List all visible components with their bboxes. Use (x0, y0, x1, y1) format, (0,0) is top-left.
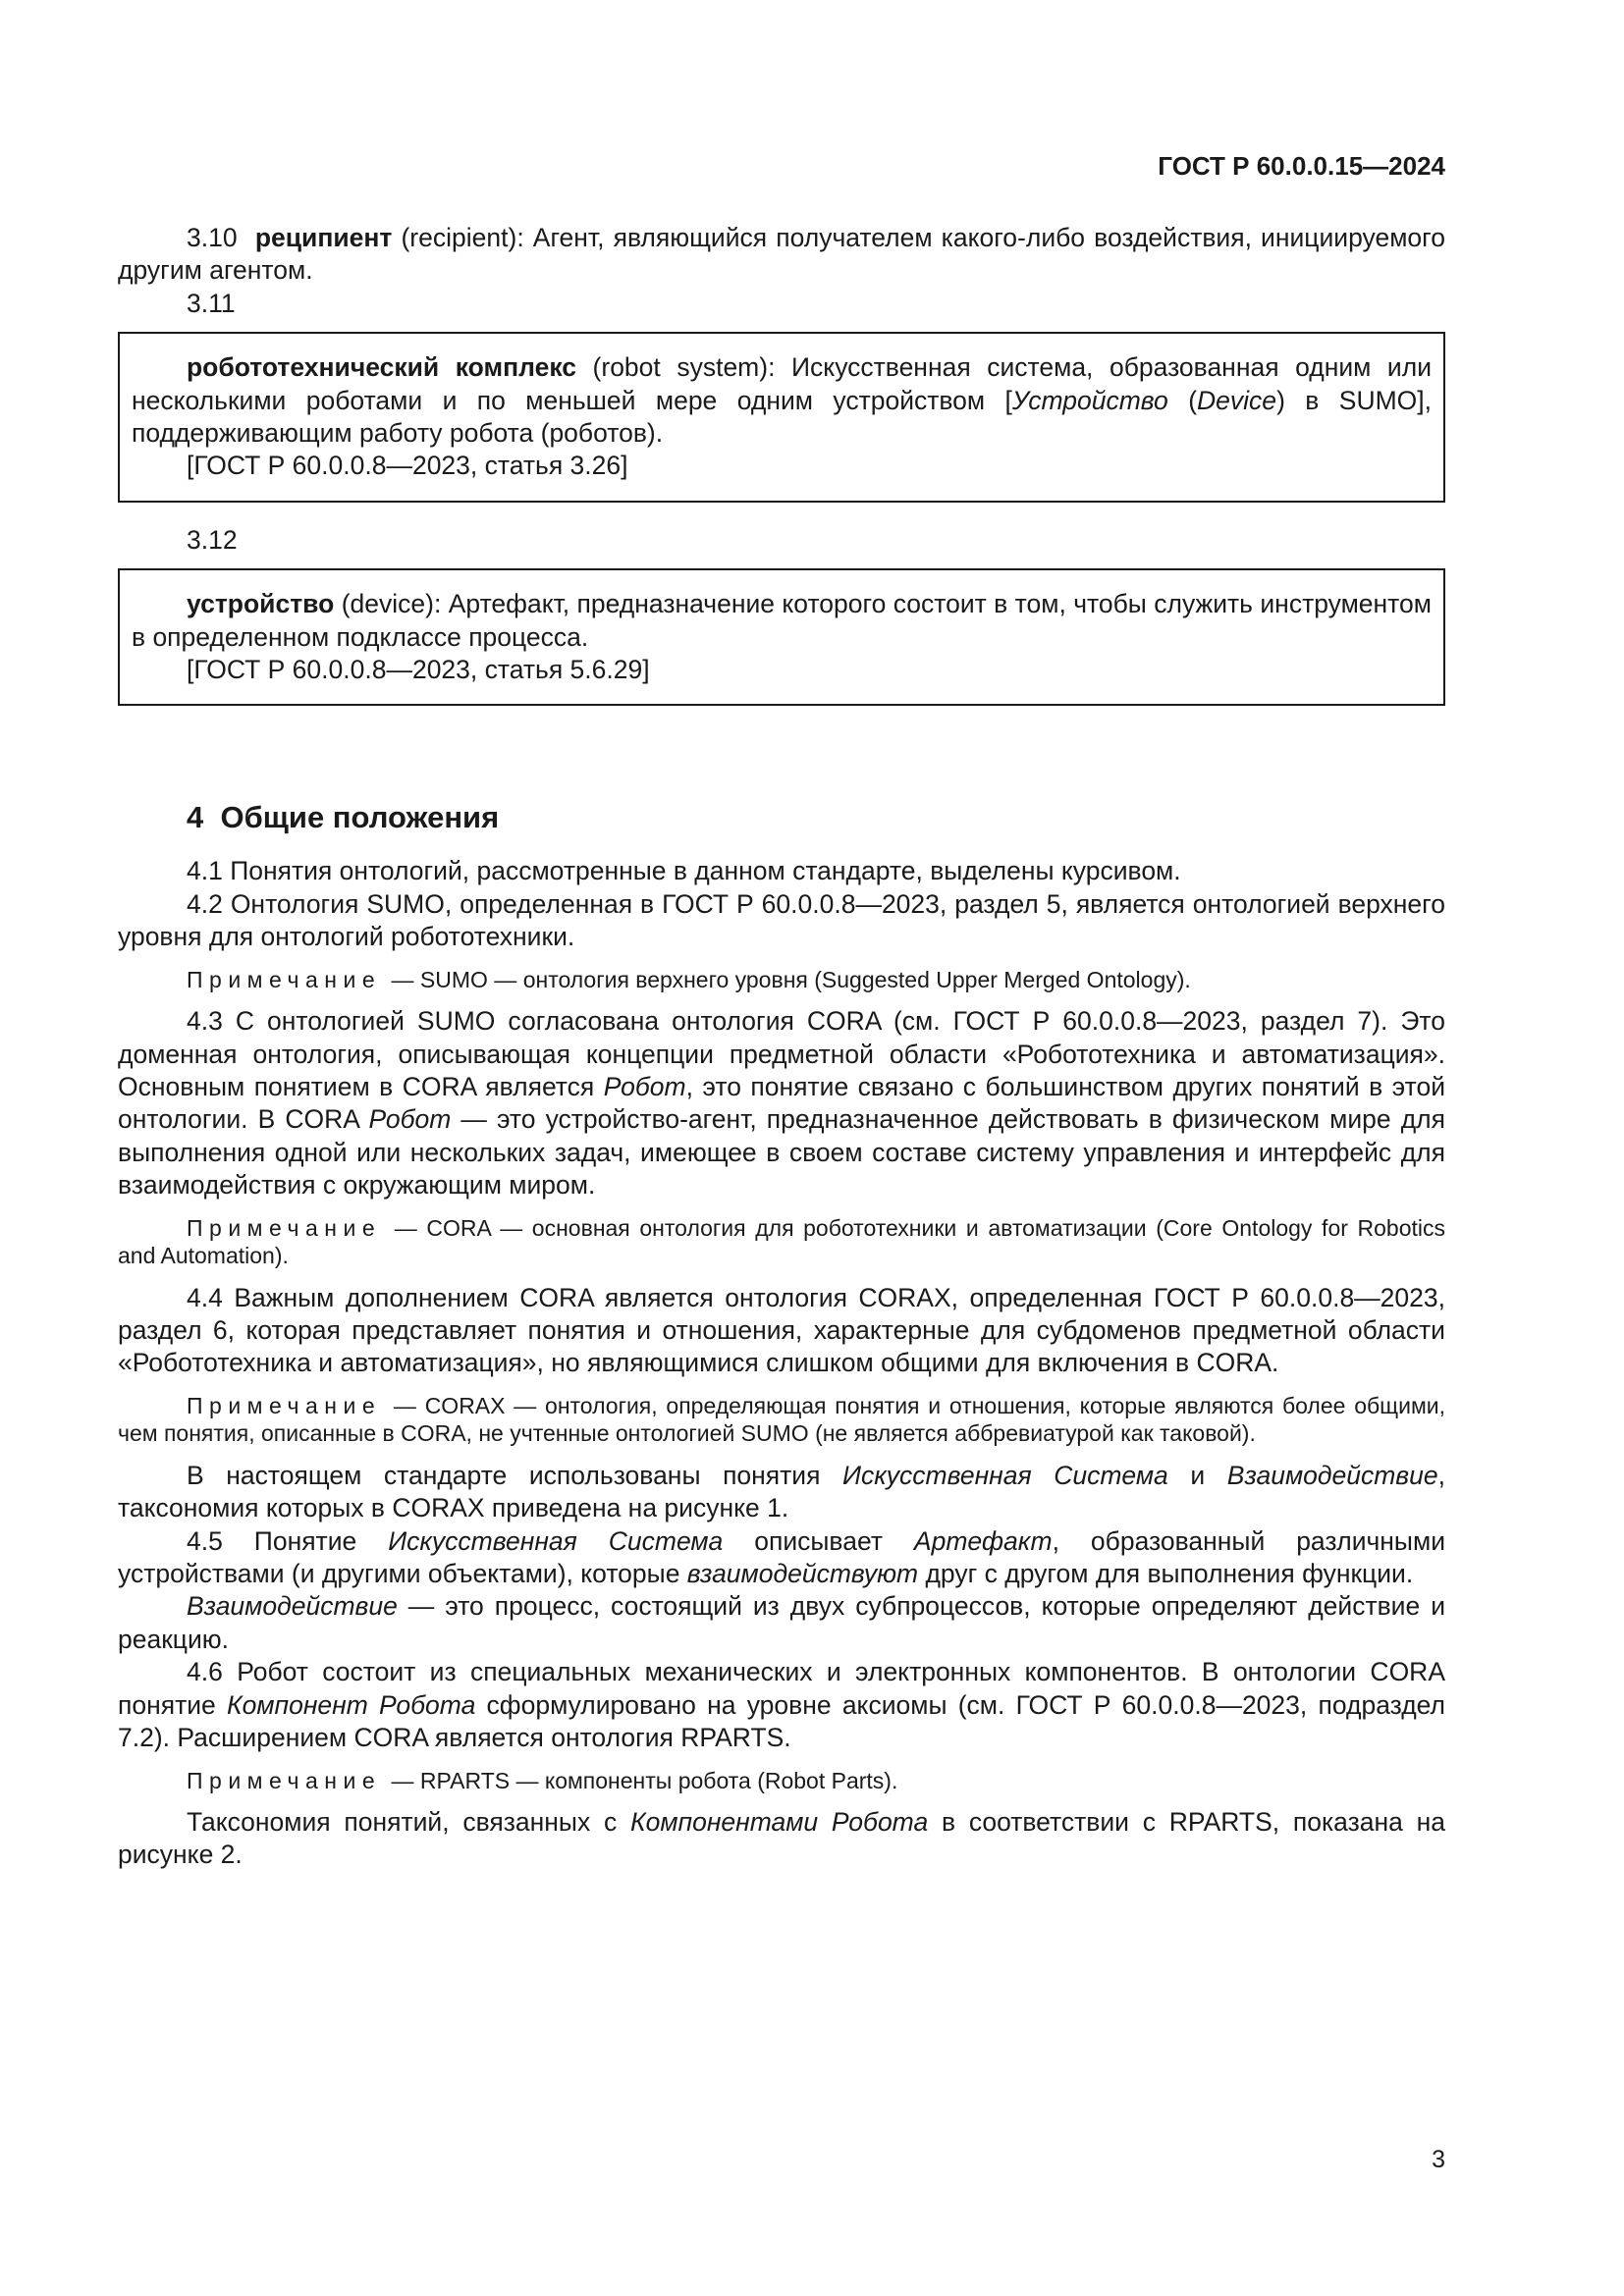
text-part: 4.3 С онтологией SUMO согласована онтология CORA (см. ГОСТ Р 60.0.0.8—2023, раздел 7). Это доменная онтология, описывающая концепции предметной области «Робототехника и автоматизация». Основным понятием в CORA является (118, 1006, 1445, 1101)
term-3-11-definition (132, 351, 1432, 450)
italic-term: Искусственная Система (388, 1525, 724, 1556)
text-part: — это устройство-агент, предназначенное действовать в физическом мире для выполнения одной или нескольких задач, имеющее в своем составе систему управления и интерфейс для взаимодействия с окружающим миром. (118, 1104, 1445, 1201)
note-label: Примечание (187, 966, 382, 992)
italic-term: Компонент Робота (226, 1689, 476, 1720)
paragraph-taxonomy-fig2 (118, 1806, 1445, 1872)
text-part: в соответствии с RPARTS, показана на рисунке 2. (118, 1807, 1445, 1870)
text-part: друг с другом для выполнения функции. (918, 1559, 1414, 1589)
note-label: Примечание (187, 1392, 382, 1418)
paragraph-taxonomy-fig1 (118, 1460, 1445, 1525)
term-italic: Device (1197, 385, 1277, 415)
term-definition-part: : Артефакт, предназначение которого состоит в том, чтобы служить инструментом в определенном подклассе процесса. (132, 589, 1432, 652)
paragraph-interaction (118, 1590, 1445, 1656)
term-english: (device) (341, 589, 434, 619)
term-box-3-12 (118, 568, 1445, 706)
italic-term: Робот (603, 1072, 686, 1101)
section-title (118, 798, 1445, 837)
note-sumo (118, 966, 1445, 994)
italic-term: Артефакт (913, 1525, 1053, 1556)
note-label: Примечание (187, 1767, 382, 1793)
term-3-12-definition (132, 588, 1432, 654)
term-definition: : Агент, являющийся получателем какого-либо воздействия, инициируемого другим агентом. (118, 223, 1445, 286)
note-label: Примечание (187, 1214, 382, 1241)
text-part: и (1167, 1460, 1227, 1490)
text-part: описывает (723, 1525, 914, 1556)
text-part: , таксономия которых в CORAX приведена на рисунке 1. (118, 1460, 1445, 1523)
paragraph-4-3 (118, 1005, 1445, 1201)
note-cora (118, 1214, 1445, 1270)
italic-term: Взаимодействие (187, 1591, 398, 1622)
text-part: 4.6 Робот состоит из специальных механических и электронных компонентов. В онтологии CORA понятие (118, 1657, 1445, 1720)
term-english: (recipient) (401, 223, 517, 252)
page-content (118, 222, 1445, 1872)
paragraph-4-4: 4.4 Важным дополнением CORA является онтология CORAX, определенная ГОСТ Р 60.0.0.8—2023, раздел 6, которая представляет понятия и отношения, характерные для субдоменов предметной области «Робототехника и автоматизация», но являющимися слишком общими для включения в CORA. (118, 1282, 1445, 1378)
note-text: — SUMO — онтология верхнего уровня (Suggested Upper Merged Ontology). (385, 966, 1191, 992)
note-rparts (118, 1767, 1445, 1795)
note-text: — RPARTS — компоненты робота (Robot Parts). (385, 1767, 898, 1793)
term-definition-part: ( (1167, 385, 1198, 415)
section-number: 4 (187, 800, 204, 835)
term-name: робототехнический комплекс (187, 352, 576, 383)
term-3-10 (118, 222, 1445, 288)
section-title-text: Общие положения (220, 800, 500, 835)
paragraph-4-5 (118, 1525, 1445, 1591)
term-name: реципиент (254, 223, 393, 252)
term-definition-part: : Искусственная система, образованная одним или несколькими роботами и по меньшей мере одним устройством [ (132, 352, 1432, 415)
term-english: (robot system) (592, 352, 769, 383)
term-number: 3.10 (187, 223, 238, 252)
term-name: устройство (187, 589, 335, 619)
text-part: , образованный различными устройствами (и другими объектами), которые (118, 1525, 1446, 1589)
text-part: сформулировано на уровне аксиомы (см. ГОСТ Р 60.0.0.8—2023, подраздел 7.2). Расширением CORA является онтология RPARTS. (118, 1689, 1445, 1753)
paragraph-4-1: 4.1 Понятия онтологий, рассмотренные в данном стандарте, выделены курсивом. (187, 856, 1181, 886)
text-part: — это процесс, состоящий из двух субпроцессов, которые определяют действие и реакцию. (118, 1591, 1445, 1654)
term-number-3-11: 3.11 (187, 288, 236, 318)
paragraph-4-2: 4.2 Онтология SUMO, определенная в ГОСТ Р 60.0.0.8—2023, раздел 5, является онтологией верхнего уровня для онтологий робототехники. (118, 888, 1445, 952)
term-reference: [ГОСТ Р 60.0.0.8—2023, статья 5.6.29] (187, 655, 650, 685)
term-reference: [ГОСТ Р 60.0.0.8—2023, статья 3.26] (187, 451, 628, 481)
text-part: 4.5 Понятие (187, 1525, 389, 1556)
text-part: Таксономия понятий, связанных с (187, 1807, 630, 1837)
italic-term: Взаимодействие (1226, 1460, 1438, 1490)
term-box-3-11 (118, 332, 1445, 503)
paragraph-4-6 (118, 1656, 1445, 1754)
italic-term: Искусственная Система (842, 1460, 1168, 1490)
term-number-3-12: 3.12 (187, 524, 238, 555)
italic-term: взаимодействуют (686, 1559, 919, 1589)
term-italic: Устройство (1011, 385, 1168, 415)
text-part: В настоящем стандарте использованы понятия (187, 1460, 843, 1490)
note-corax (118, 1392, 1445, 1448)
text-part: , это понятие связано с большинством других понятий в этой онтологии. В CORA (118, 1072, 1445, 1135)
note-text: — CORA — основная онтология для робототехники и автоматизации (Core Ontology for Robotics and Automation). (118, 1214, 1445, 1269)
note-text: — CORAX — онтология, определяющая понятия и отношения, которые являются более общими, чем понятия, описанные в CORA, не учтенные онтологией SUMO (не является аббревиатурой как таковой). (118, 1392, 1445, 1447)
italic-term: Робот (368, 1104, 452, 1135)
document-code-header: ГОСТ Р 60.0.0.15—2024 (1158, 151, 1445, 181)
italic-term: Компонентами Робота (629, 1807, 929, 1837)
term-definition-part: ) в SUMO], поддерживающим работу робота (роботов). (132, 385, 1432, 449)
page-number: 3 (1432, 2146, 1445, 2173)
